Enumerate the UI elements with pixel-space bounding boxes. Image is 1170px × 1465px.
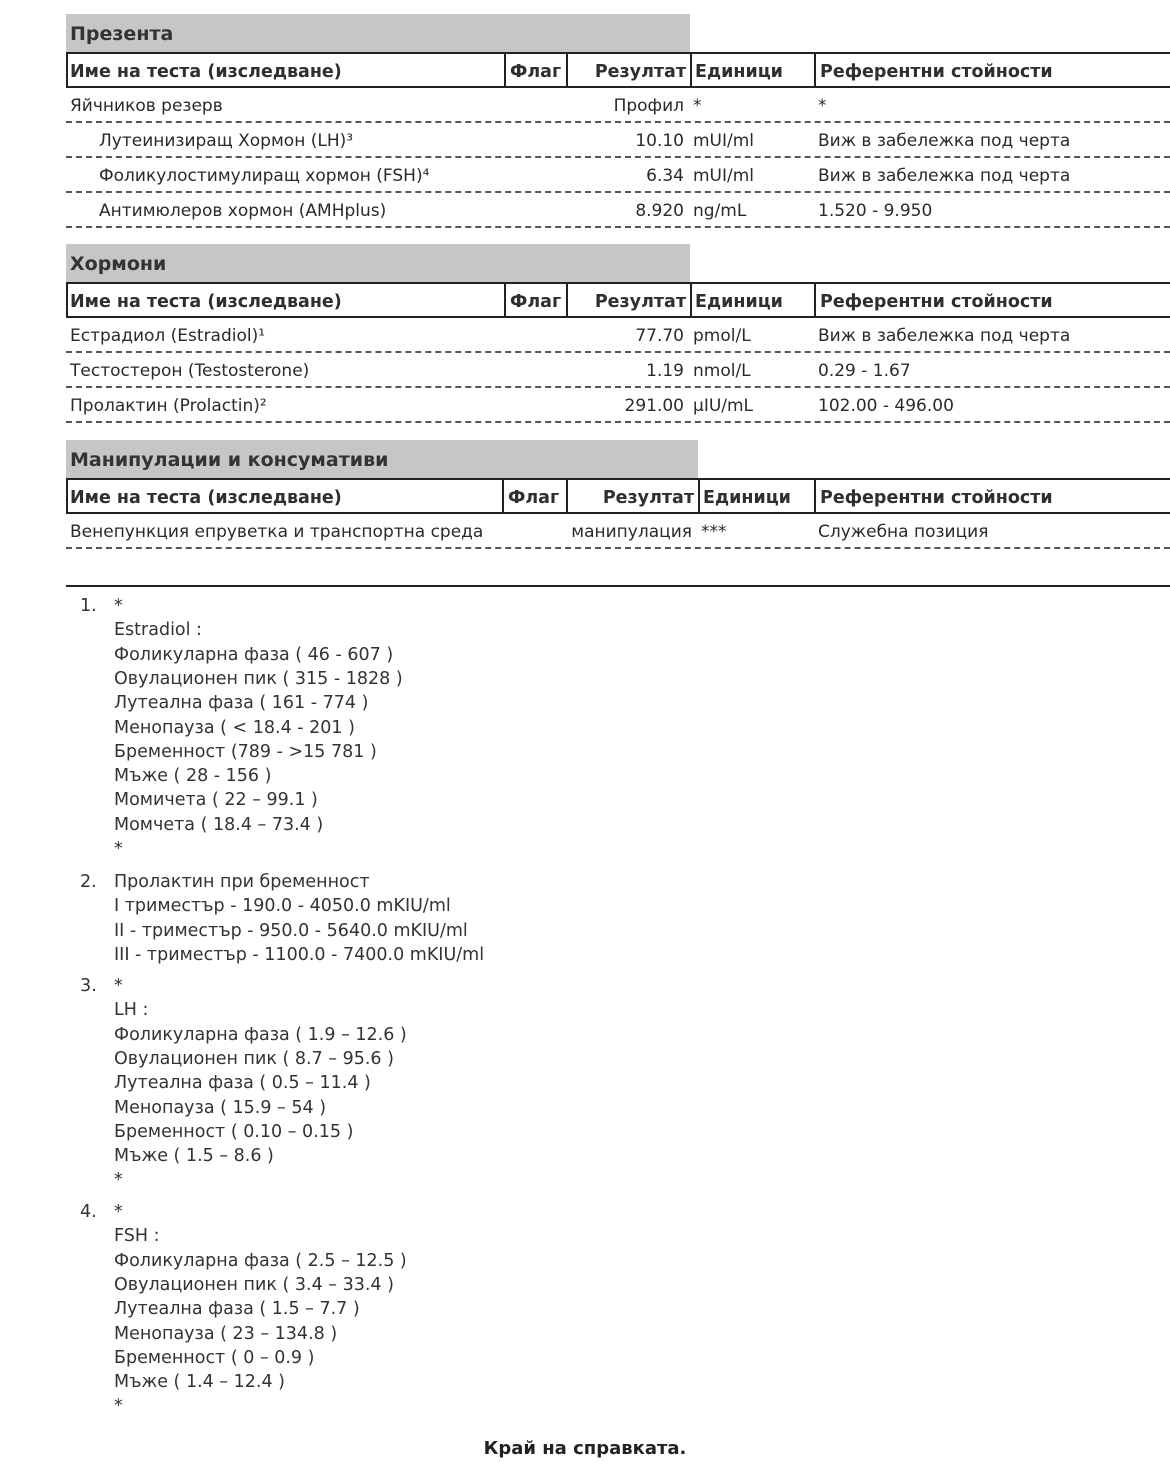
header-name: Име на теста (изследване) [70,292,342,312]
footnote-line: Лутеална фаза ( 0.5 – 11.4 ) [114,1073,371,1094]
test-name: Фоликулостимулиращ хормон (FSH)⁴ [99,166,430,186]
table-row [66,388,1170,423]
test-name: Естрадиол (Estradiol)¹ [70,326,266,346]
header-name: Име на теста (изследване) [70,488,342,508]
footnote-line: * [114,1396,123,1417]
header-result: Резултат [566,284,690,316]
test-units: * [693,96,702,116]
test-name: Пролактин (Prolactin)² [70,396,267,416]
footnote-line: Момичета ( 22 – 99.1 ) [114,790,318,811]
header-units: Единици [690,284,814,316]
footnote-line: I триместър - 190.0 - 4050.0 mKIU/ml [114,896,451,917]
test-reference: 102.00 - 496.00 [818,396,954,416]
footnote-line: Менопауза ( < 18.4 - 201 ) [114,717,355,738]
test-flag [506,193,560,226]
test-reference: Служебна позиция [818,522,989,542]
test-name: Венепункция епруветка и транспортна среда [70,522,484,542]
test-result: 77.70 [635,326,684,346]
header-units: Единици [698,480,814,512]
footnote-number: 4. [80,1202,97,1222]
test-name: Яйчников резерв [70,96,223,116]
test-flag [506,318,560,351]
footnote-line: Estradiol : [114,620,202,641]
test-units: mUI/ml [693,131,755,151]
footnote-line: II - триместър - 950.0 - 5640.0 mKIU/ml [114,920,468,941]
test-result: манипулация [571,522,692,542]
test-units: mUI/ml [693,166,755,186]
table-header [66,478,1170,514]
test-reference: * [818,96,827,116]
table-row [66,353,1170,388]
header-flag: Флаг [502,480,566,512]
test-result: Профил [613,96,684,116]
footnote-line: LH : [114,1000,149,1021]
header-reference: Референтни стойности [814,54,1170,86]
footnote-line: Овулационен пик ( 315 - 1828 ) [114,668,403,689]
footnote-line: III - триместър - 1100.0 - 7400.0 mKIU/ml [114,944,485,965]
footnote-line: Момчета ( 18.4 – 73.4 ) [114,814,324,835]
test-units: pmol/L [693,326,751,346]
test-reference: Виж в забележка под черта [818,131,1071,151]
report-end: Край на справката. [483,1438,687,1459]
section-title: Хормони [66,244,690,282]
test-name: Тестостерон (Testosterone) [70,361,310,381]
table-row [66,158,1170,193]
notes-separator [66,585,1170,587]
footnote-line: FSH : [114,1226,160,1247]
test-result: 10.10 [635,131,684,151]
test-flag [506,388,560,421]
footnote-line: Мъже ( 1.4 – 12.4 ) [114,1372,286,1393]
test-flag [504,514,560,547]
test-reference: 1.520 - 9.950 [818,201,933,221]
footnote-line: Фоликуларна фаза ( 2.5 – 12.5 ) [114,1250,407,1271]
footnote-line: Пролактин при бременност [114,872,370,892]
footnote-line: * [114,596,123,616]
footnote-line: Бременност ( 0 – 0.9 ) [114,1347,315,1368]
test-units: *** [701,522,727,542]
footnote-number: 3. [80,976,97,996]
footnote-line: * [114,1202,123,1222]
footnote-line: Фоликуларна фаза ( 1.9 – 12.6 ) [114,1024,407,1045]
header-reference: Референтни стойности [814,480,1170,512]
test-flag [506,88,560,121]
test-flag [506,158,560,191]
table-row [66,193,1170,228]
table-row [66,514,1170,549]
header-name: Име на теста (изследване) [70,62,342,82]
section-title: Презента [66,14,690,52]
footnote-line: Бременност ( 0.10 – 0.15 ) [114,1121,354,1142]
footnote-line: Фоликуларна фаза ( 46 - 607 ) [114,644,394,665]
test-flag [506,123,560,156]
test-name: Антимюлеров хормон (AMHplus) [99,201,387,221]
test-result: 6.34 [646,166,684,186]
footnote-line: Лутеална фаза ( 1.5 – 7.7 ) [114,1299,360,1320]
footnote-line: Менопауза ( 23 – 134.8 ) [114,1323,338,1344]
footnote-line: Лутеална фаза ( 161 - 774 ) [114,693,369,714]
test-units: nmol/L [693,361,751,381]
test-reference: 0.29 - 1.67 [818,361,911,381]
footnote-line: Овулационен пик ( 8.7 – 95.6 ) [114,1048,394,1069]
section-title: Манипулации и консумативи [66,440,698,478]
test-result: 291.00 [624,396,684,416]
footnote-line: Овулационен пик ( 3.4 – 33.4 ) [114,1274,394,1295]
footnote-number: 1. [80,596,97,616]
footnote-line: * [114,1170,123,1191]
header-reference: Референтни стойности [814,284,1170,316]
test-units: µIU/mL [693,396,754,416]
table-row [66,88,1170,123]
test-flag [506,353,560,386]
table-header [66,52,1170,88]
header-flag: Флаг [504,284,566,316]
test-reference: Виж в забележка под черта [818,326,1071,346]
table-row [66,318,1170,353]
footnote-line: Бременност (789 - >15 781 ) [114,741,377,762]
header-result: Резултат [566,480,698,512]
header-flag: Флаг [504,54,566,86]
test-reference: Виж в забележка под черта [818,166,1071,186]
header-result: Резултат [566,54,690,86]
footnote-line: * [114,976,123,996]
footnote-line: * [114,839,123,859]
footnote-line: Мъже ( 28 - 156 ) [114,766,272,787]
footnote-line: Менопауза ( 15.9 – 54 ) [114,1097,327,1118]
table-header [66,282,1170,318]
footnote-number: 2. [80,872,97,892]
test-result: 8.920 [635,201,684,221]
header-units: Единици [690,54,814,86]
table-row [66,123,1170,158]
test-name: Лутеинизиращ Хормон (LH)³ [99,131,354,151]
test-result: 1.19 [646,361,684,381]
footnote-line: Мъже ( 1.5 – 8.6 ) [114,1146,274,1167]
test-units: ng/mL [693,201,747,221]
